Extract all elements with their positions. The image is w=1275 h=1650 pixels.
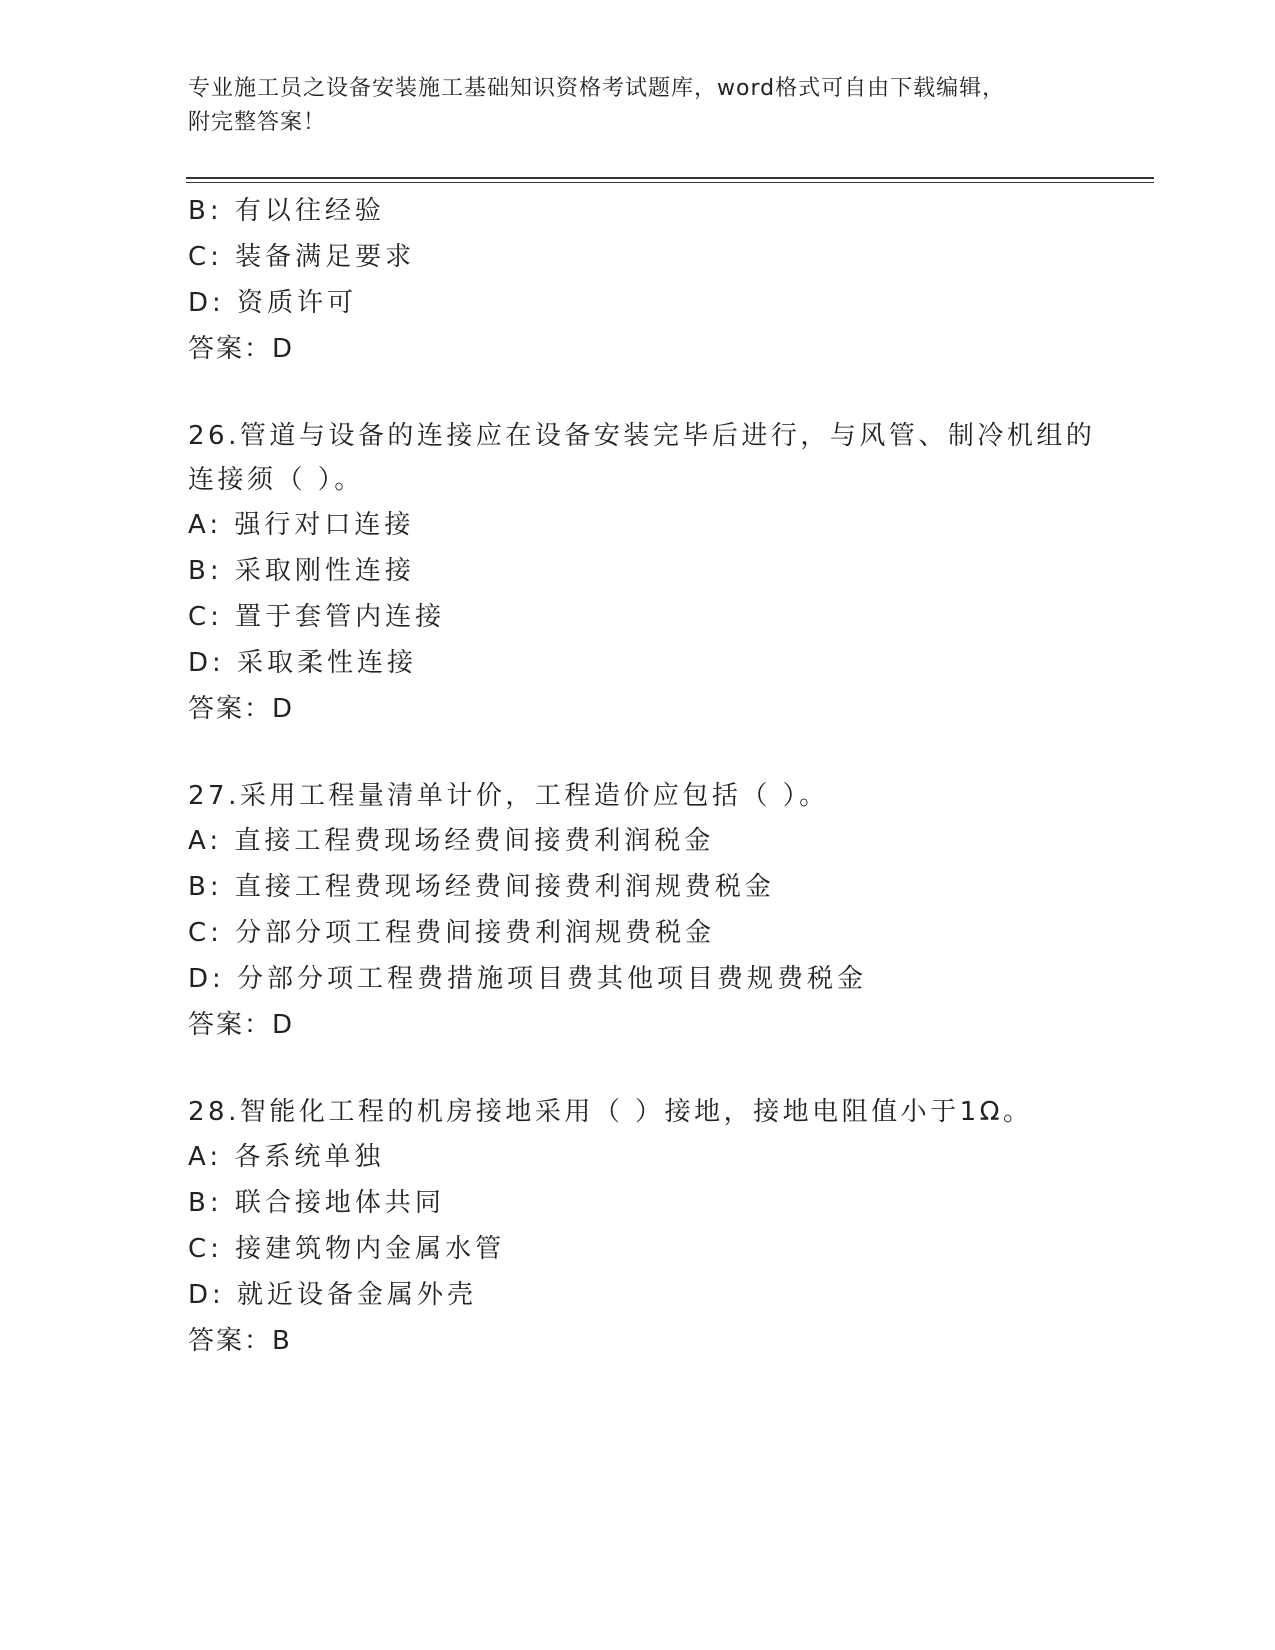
question-text-line-1: 28.智能化工程的机房接地采用（ ）接地，接地电阻值小于1Ω。	[188, 1097, 1033, 1127]
option-a: A: 各系统单独	[188, 1142, 385, 1172]
option-b: B: 联合接地体共同	[188, 1188, 445, 1218]
option-c: C: 置于套管内连接	[188, 602, 446, 632]
question-text-line-1: 27.采用工程量清单计价，工程造价应包括（ ）。	[188, 781, 829, 811]
header-rule-thin	[186, 182, 1154, 183]
option-c: C: 接建筑物内金属水管	[188, 1234, 506, 1264]
option-d: D: 资质许可	[188, 288, 358, 318]
answer: 答案：B	[188, 1326, 292, 1356]
document-header	[188, 72, 1088, 140]
question-26	[188, 414, 1148, 732]
question-text-line-1: 26.管道与设备的连接应在设备安装完毕后进行，与风管、制冷机组的	[188, 421, 1096, 451]
header-rule-thick	[186, 177, 1154, 179]
option-a: A: 强行对口连接	[188, 510, 415, 540]
question-content	[188, 188, 1148, 1364]
header-line-1: 专业施工员之设备安装施工基础知识资格考试题库，word格式可自由下载编辑，	[188, 76, 1006, 101]
option-c: C: 分部分项工程费间接费利润规费税金	[188, 918, 716, 948]
option-d: D: 采取柔性连接	[188, 648, 418, 678]
answer: 答案：D	[188, 694, 295, 724]
answer: 答案：D	[188, 1010, 295, 1040]
continued-question	[188, 188, 1148, 372]
option-c: C: 装备满足要求	[188, 242, 416, 272]
option-b: B: 有以往经验	[188, 196, 385, 226]
option-b: B: 采取刚性连接	[188, 556, 415, 586]
question-28	[188, 1090, 1148, 1364]
option-d: D: 就近设备金属外壳	[188, 1280, 478, 1310]
option-a: A: 直接工程费现场经费间接费利润税金	[188, 826, 715, 856]
question-text-line-2: 连接须（ ）。	[188, 465, 364, 495]
header-line-2: 附完整答案！	[188, 110, 327, 135]
question-27	[188, 774, 1148, 1048]
option-d: D: 分部分项工程费措施项目费其他项目费规费税金	[188, 964, 868, 994]
option-b: B: 直接工程费现场经费间接费利润规费税金	[188, 872, 775, 902]
answer: 答案：D	[188, 334, 295, 364]
